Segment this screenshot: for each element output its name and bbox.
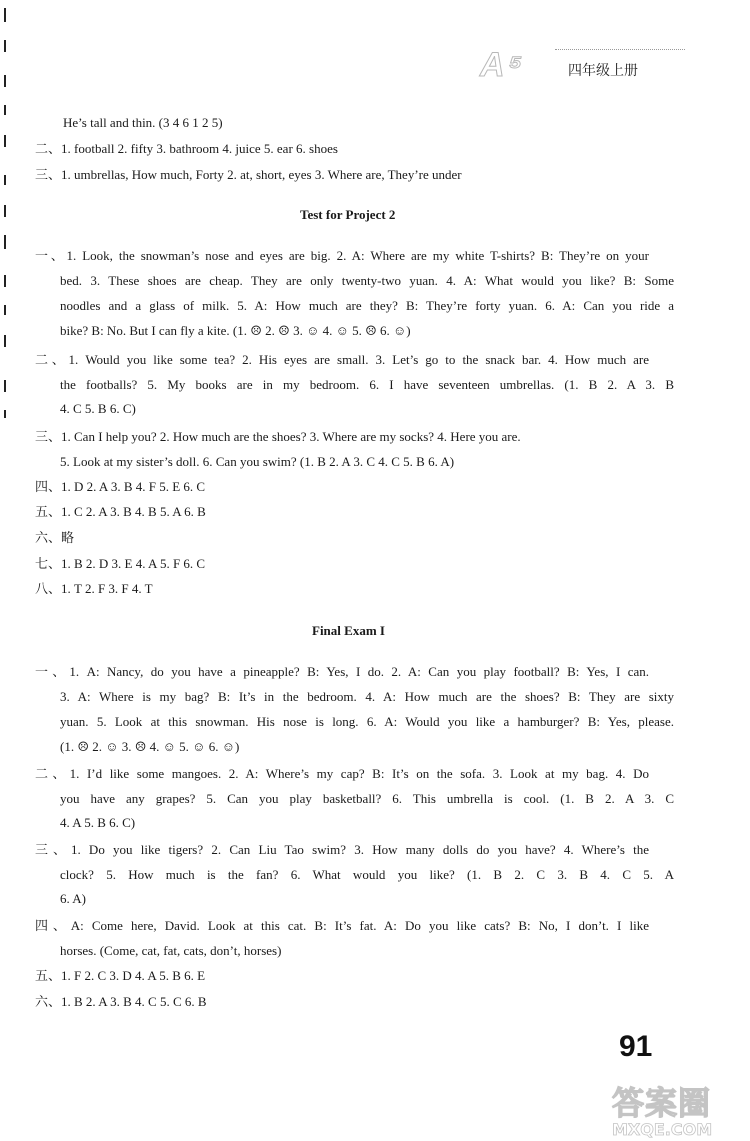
watermark-url: MXQE.COM	[612, 1120, 713, 1139]
grade-label: 四年级上册	[568, 63, 638, 79]
answer-line: 五、1. F 2. C 3. D 4. A 5. B 6. E	[35, 968, 206, 983]
answer-line: the footballs? 5. My books are in my bedroom. 6. I have seventeen umbrellas. (1. B 2. A 3. B	[60, 377, 674, 392]
answer-line: clock? 5. How much is the fan? 6. What would you like? (1. B 2. C 3. B 4. C 5. A	[60, 867, 674, 882]
answer-line: 三、1. Do you like tigers? 2. Can Liu Tao swim? 3. How many dolls do you have? 4. Where’s the	[35, 842, 649, 857]
answer-line: you have any grapes? 5. Can you play basketball? 6. This umbrella is cool. (1. B 2. A 3. C	[60, 791, 674, 806]
section-title: Final Exam I	[312, 623, 385, 638]
answer-line: 4. C 5. B 6. C)	[60, 401, 136, 416]
answer-line: 一、1. A: Nancy, do you have a pineapple? B: Yes, I do. 2. A: Can you play football? B: Yes, I can.	[35, 664, 649, 679]
answer-line: 5. Look at my sister’s doll. 6. Can you swim? (1. B 2. A 3. C 4. C 5. B 6. A)	[60, 454, 455, 469]
answer-line: 一、1. Look, the snowman’s nose and eyes are big. 2. A: Where are my white T-shirts? B: They’re on your	[35, 248, 649, 263]
answer-line: 6. A)	[60, 891, 86, 906]
answer-line: 二、1. Would you like some tea? 2. His eyes are small. 3. Let’s go to the snack bar. 4. How much are	[35, 352, 649, 367]
answer-line: (1. ☹ 2. ☺ 3. ☹ 4. ☺ 5. ☺ 6. ☺)	[60, 739, 240, 754]
answer-line: 3. A: Where is my bag? B: It’s in the bedroom. 4. A: How much are the shoes? B: They are sixty	[60, 689, 674, 704]
answer-line: horses. (Come, cat, fat, cats, don’t, horses)	[60, 943, 282, 958]
answer-line: 三、1. Can I help you? 2. How much are the shoes? 3. Where are my socks? 4. Here you are.	[35, 429, 521, 444]
answer-line: bed. 3. These shoes are cheap. They are only twenty-two yuan. 4. A: What would you like? B: Some	[60, 273, 674, 288]
answer-line: 七、1. B 2. D 3. E 4. A 5. F 6. C	[35, 556, 206, 571]
answer-line: 4. A 5. B 6. C)	[60, 815, 136, 830]
answer-line: bike? B: No. But I can fly a kite. (1. ☹ 2. ☹ 3. ☺ 4. ☺ 5. ☹ 6. ☺)	[60, 323, 411, 338]
answer-line: 二、1. football 2. fifty 3. bathroom 4. juice 5. ear 6. shoes	[35, 141, 338, 156]
page-number: 91	[619, 1030, 653, 1063]
series-logo: A ⁵	[480, 46, 521, 84]
answer-line: 八、1. T 2. F 3. F 4. T	[35, 581, 153, 596]
answer-line: 六、1. B 2. A 3. B 4. C 5. C 6. B	[35, 994, 207, 1009]
answer-line: 二、1. I’d like some mangoes. 2. A: Where’s my cap? B: It’s on the sofa. 3. Look at my bag. 4. Do	[35, 766, 649, 781]
answer-line: 六、略	[35, 530, 75, 545]
watermark-logo: 答案圈	[612, 1084, 712, 1122]
watermark	[612, 1078, 740, 1139]
answer-line: 五、1. C 2. A 3. B 4. B 5. A 6. B	[35, 504, 206, 519]
answer-line: 四、A: Come here, David. Look at this cat. B: It’s fat. A: Do you like cats? B: No, I don’t. I like	[35, 918, 649, 933]
answer-line: 三、1. umbrellas, How much, Forty 2. at, short, eyes 3. Where are, They’re under	[35, 167, 462, 182]
answer-line: 四、1. D 2. A 3. B 4. F 5. E 6. C	[35, 479, 206, 494]
section-title: Test for Project 2	[300, 207, 396, 222]
answer-line: noodles and a glass of milk. 5. A: How much are they? B: They’re forty yuan. 6. A: Can you ride a	[60, 298, 674, 313]
answer-line: yuan. 5. Look at this snowman. His nose is long. 6. A: Would you like a hamburger? B: Yes, please.	[60, 714, 674, 729]
answer-line: He’s tall and thin. (3 4 6 1 2 5)	[63, 115, 223, 130]
